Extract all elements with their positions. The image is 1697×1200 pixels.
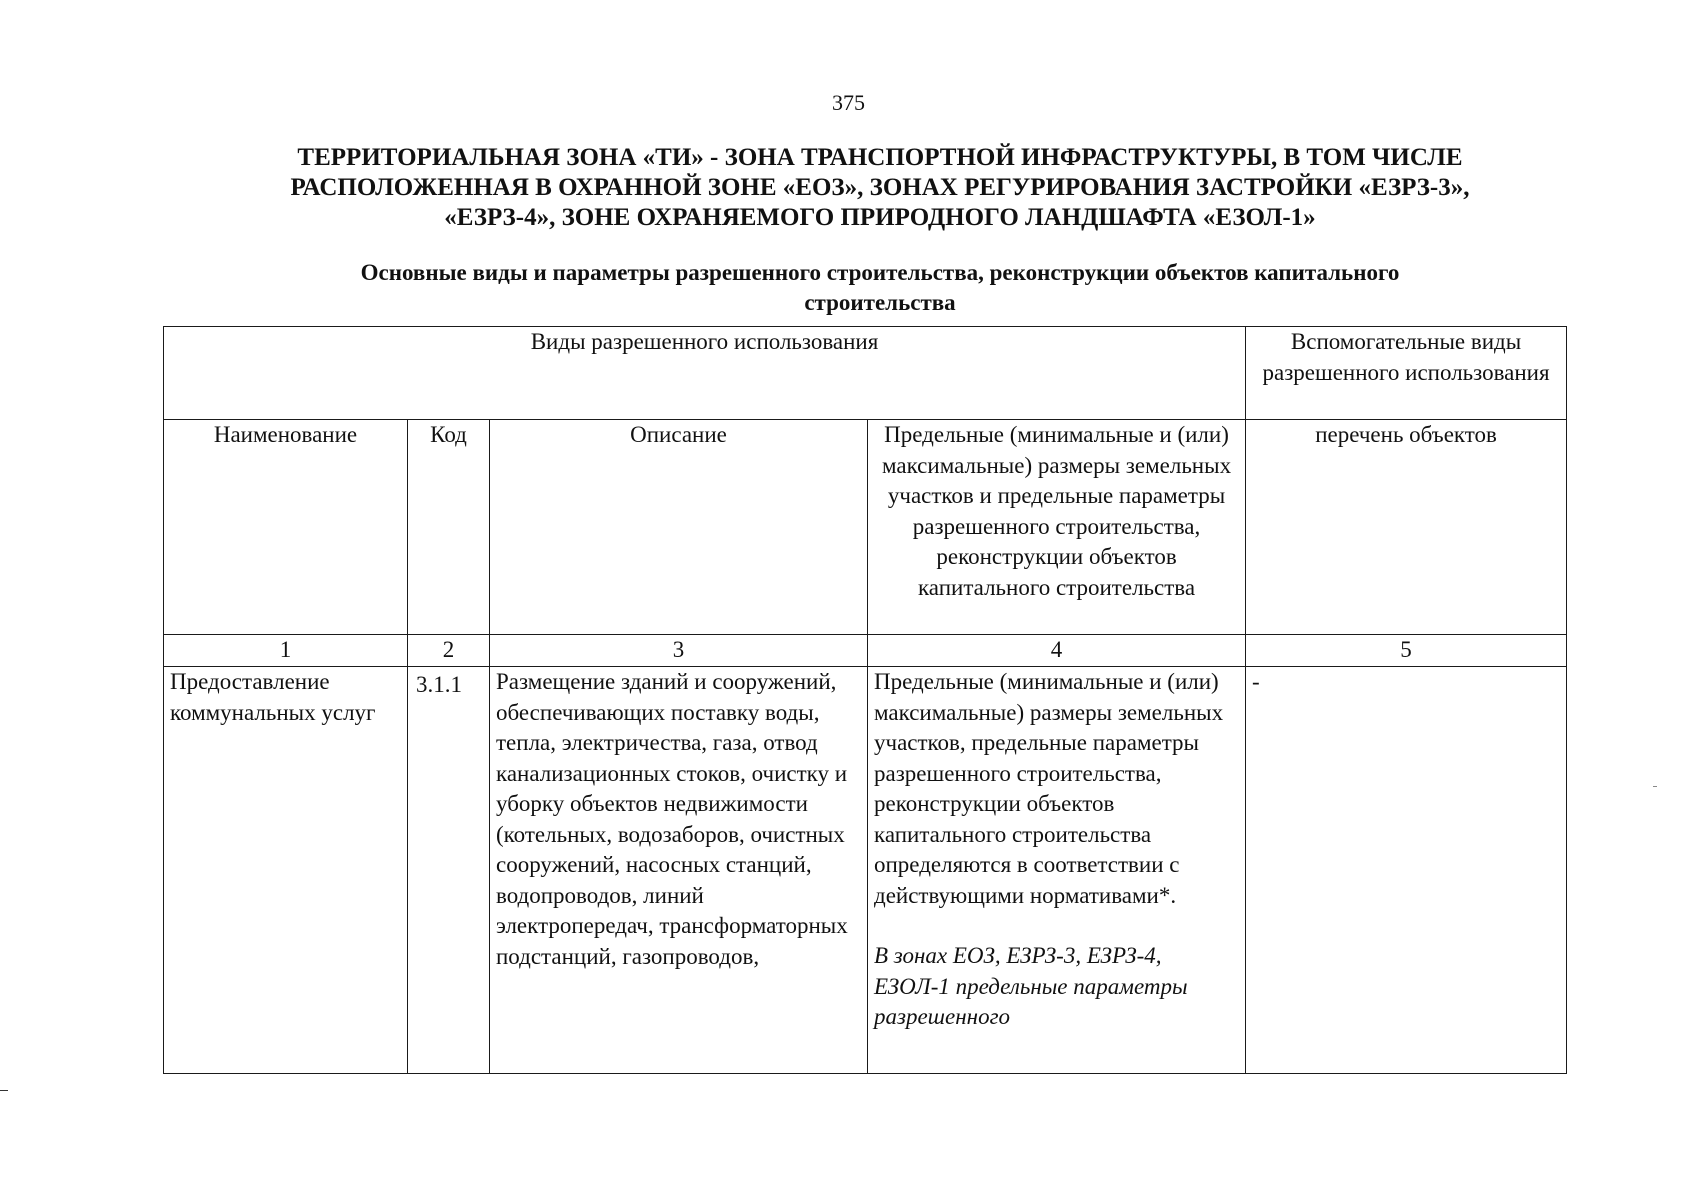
section-subtitle-line: Основные виды и параметры разрешенного строительства, реконструкции объектов капитального (360, 260, 1400, 285)
document-title (230, 143, 1530, 233)
column-header-description: Описание (490, 420, 868, 635)
cell-limits (868, 667, 1246, 1074)
scan-edge-mark (0, 1090, 8, 1091)
cell-name: Предоставление коммунальных услуг (164, 667, 408, 1074)
limits-zone-note: В зонах ЕОЗ, ЕЗРЗ-3, ЕЗРЗ-4, ЕЗОЛ-1 предельные параметры разрешенного (874, 943, 1188, 1029)
table-row (164, 667, 1567, 1074)
column-header-name: Наименование (164, 420, 408, 635)
column-number: 4 (868, 635, 1246, 667)
section-subtitle-line: строительства (804, 290, 956, 315)
column-number-row (164, 635, 1567, 667)
column-number: 3 (490, 635, 868, 667)
document-title-line: РАСПОЛОЖЕННАЯ В ОХРАННОЙ ЗОНЕ «ЕОЗ», ЗОНАХ РЕГУРИРОВАНИЯ ЗАСТРОЙКИ «ЕЗРЗ-3», (290, 174, 1470, 201)
page-number: 375 (832, 90, 865, 115)
section-subtitle (230, 258, 1530, 318)
column-header-limits: Предельные (минимальные и (или) максимальные) размеры земельных участков и предельные параметры разрешенного строительства, реконструкции объектов капитального строительства (868, 420, 1246, 635)
table-subheader-row (164, 420, 1567, 635)
column-number: 2 (408, 635, 490, 667)
document-title-line: ТЕРРИТОРИАЛЬНАЯ ЗОНА «ТИ» - ЗОНА ТРАНСПОРТНОЙ ИНФРАСТРУКТУРЫ, В ТОМ ЧИСЛЕ (297, 144, 1463, 171)
document-title-line: «ЕЗРЗ-4», ЗОНЕ ОХРАНЯЕМОГО ПРИРОДНОГО ЛАНДШАФТА «ЕЗОЛ-1» (444, 204, 1316, 231)
table-header-row (164, 327, 1567, 420)
column-header-objects-list: перечень объектов (1246, 420, 1567, 635)
cell-description: Размещение зданий и сооружений, обеспечивающих поставку воды, тепла, электричества, газа, отвод канализационных стоков, очистку и уборку объектов недвижимости (котельных, водозаборов, очистных сооружений, насосных станций, водопроводов, линий электропередач, трансформаторных подстанций, газопроводов, (490, 667, 868, 1074)
cell-code: 3.1.1 (408, 667, 490, 1074)
cell-auxiliary-objects: - (1246, 667, 1567, 1074)
scan-edge-tick (1653, 786, 1657, 787)
limits-text: Предельные (минимальные и (или) максимальные) размеры земельных участков, предельные параметры разрешенного строительства, реконструкции объектов капитального строительства определяются в соответствии с действующими нормативами*. (874, 669, 1224, 908)
header-auxiliary-uses: Вспомогательные виды разрешенного использования (1246, 327, 1567, 420)
column-number: 5 (1246, 635, 1567, 667)
column-number: 1 (164, 635, 408, 667)
permitted-use-table (163, 326, 1567, 1074)
header-permitted-uses: Виды разрешенного использования (164, 327, 1246, 420)
column-header-code: Код (408, 420, 490, 635)
